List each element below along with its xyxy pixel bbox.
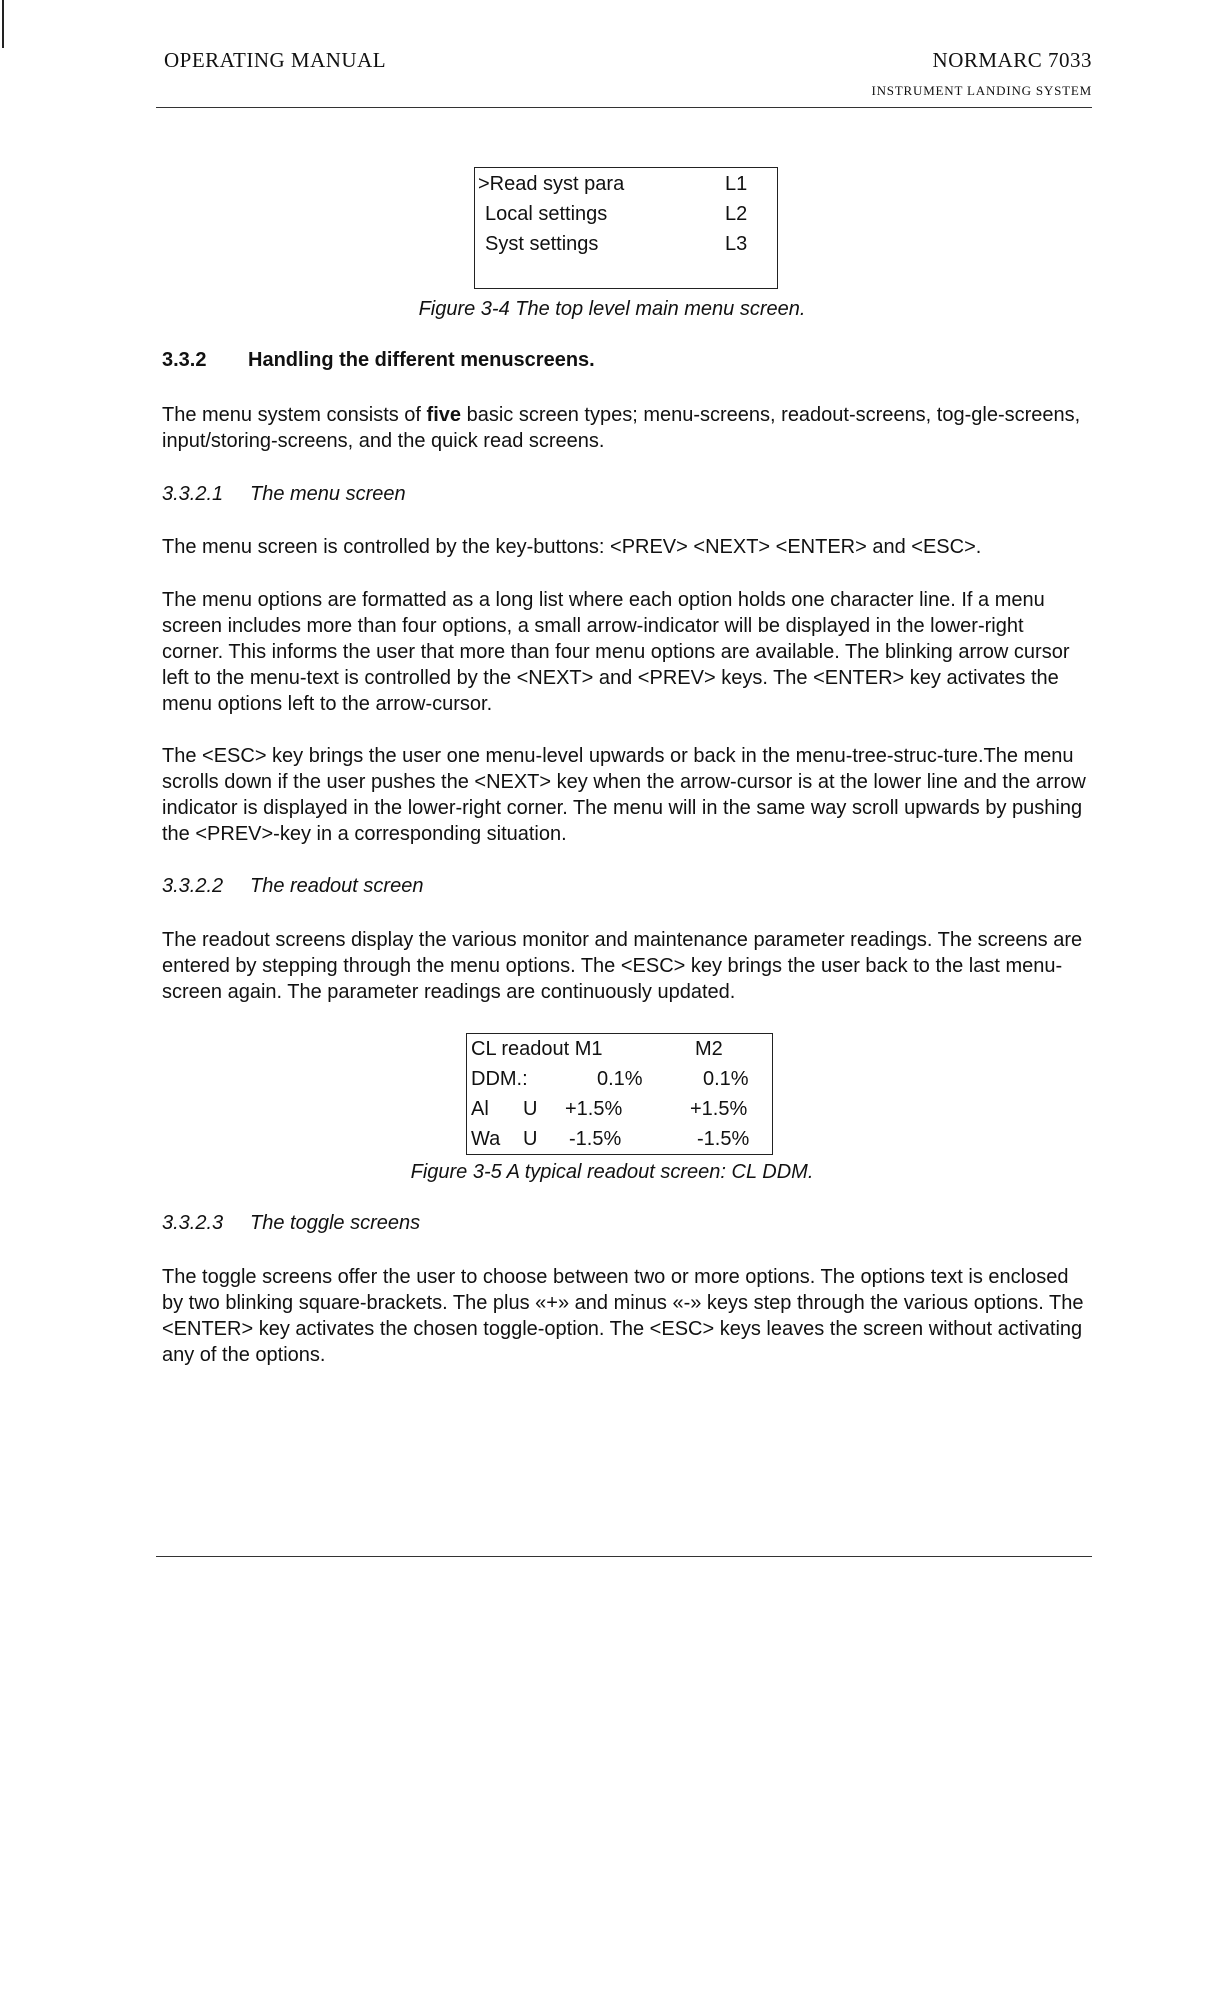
menu-row [475, 199, 777, 229]
section-heading [162, 349, 595, 372]
readout-m2: -1.5% [697, 1128, 750, 1150]
figure-3-5-readout-screen [466, 1033, 773, 1155]
scan-edge-mark [2, 0, 4, 48]
paragraph-text: The menu screen is controlled by the key-buttons: <PREV> <NEXT> <ENTER> and <ESC>. [162, 536, 982, 558]
readout-m2: 0.1% [703, 1068, 749, 1090]
header-manual-title: OPERATING MANUAL [164, 48, 387, 72]
paragraph [162, 587, 1087, 717]
subsection-heading-toggle-screens [162, 1212, 420, 1235]
menu-row [475, 229, 777, 259]
paragraph-text: The menu options are formatted as a long list where each option holds one character line. If a menu screen includes more than four options, a small arrow-indicator will be displayed in the lower-right corner. This informs the user that more than four menu options are available. The blinking arrow cursor left to the menu-text is controlled by the <NEXT> and <PREV> keys. The <ENTER> key activates the menu options left to the arrow-cursor. [162, 589, 1070, 715]
readout-m2: +1.5% [690, 1098, 748, 1120]
paragraph-text: The readout screens display the various monitor and maintenance parameter readings. The screens are entered by stepping through the menu options. The <ESC> key brings the user back to the last menu-screen again. The parameter readings are continuously updated. [162, 929, 1083, 1003]
subsection-title: The menu screen [250, 483, 406, 505]
readout-header-row [467, 1034, 772, 1064]
readout-row [467, 1124, 772, 1154]
readout-flag: U [523, 1128, 538, 1150]
paragraph [162, 1264, 1087, 1368]
intro-text-after: basic screen types; menu-screens, readout-screens, tog-gle-screens, input/storing-screens, and the quick read screens. [162, 404, 1081, 452]
subsection-title: The toggle screens [250, 1212, 421, 1234]
readout-label: Al [471, 1098, 489, 1120]
paragraph-text: The <ESC> key brings the user one menu-level upwards or back in the menu-tree-struc-ture.The menu scrolls down if the user pushes the <NEXT> key when the arrow-cursor is at the lower line and the arrow indicator is displayed in the lower-right corner. The menu will in the same way scroll upwards by pushing the <PREV>-key in a corresponding situation. [162, 745, 1086, 845]
intro-bold: five [426, 404, 462, 426]
subsection-title: The readout screen [250, 875, 424, 897]
menu-option-code: L3 [725, 233, 748, 255]
subsection-heading-readout-screen [162, 875, 423, 898]
figure-3-5-caption: Figure 3-5 A typical readout screen: CL DDM. [410, 1161, 814, 1183]
header-product-subtitle: INSTRUMENT LANDING SYSTEM [871, 83, 1092, 98]
paragraph [162, 743, 1087, 847]
menu-option: Local settings [485, 203, 608, 225]
subsection-number: 3.3.2.3 [162, 1212, 224, 1234]
menu-option: Syst settings [485, 233, 599, 255]
figure-3-4-caption: Figure 3-4 The top level main menu screen. [418, 298, 806, 320]
figure-3-4-menu-screen [474, 167, 778, 289]
readout-m1: 0.1% [597, 1068, 643, 1090]
subsection-number: 3.3.2.1 [162, 483, 224, 505]
footer-divider [156, 1556, 1092, 1557]
intro-paragraph [162, 402, 1087, 454]
readout-m1: -1.5% [569, 1128, 622, 1150]
menu-option: >Read syst para [478, 173, 625, 195]
intro-text-before: The menu system consists of [162, 404, 427, 426]
header-divider [156, 107, 1092, 108]
section-number: 3.3.2 [162, 349, 207, 371]
readout-row [467, 1064, 772, 1094]
menu-option-code: L2 [725, 203, 748, 225]
readout-m1: +1.5% [565, 1098, 623, 1120]
readout-label: Wa [471, 1128, 501, 1150]
paragraph [162, 534, 1087, 560]
readout-header-m2: M2 [695, 1038, 723, 1060]
readout-row [467, 1094, 772, 1124]
header-product-title: NORMARC 7033 [932, 48, 1092, 72]
readout-flag: U [523, 1098, 538, 1120]
paragraph-text: The toggle screens offer the user to choose between two or more options. The options text is enclosed by two blinking square-brackets. The plus «+» and minus «-» keys step through the various options. The <ENTER> key activates the chosen toggle-option. The <ESC> keys leaves the screen without activating any of the options. [162, 1266, 1084, 1366]
section-title: Handling the different menuscreens. [248, 349, 595, 371]
header-product [871, 48, 1092, 99]
menu-row [475, 169, 777, 199]
readout-label: DDM.: [471, 1068, 528, 1090]
subsection-number: 3.3.2.2 [162, 875, 224, 897]
readout-header-label: CL readout M1 [471, 1038, 603, 1060]
subsection-heading-menu-screen [162, 483, 406, 506]
menu-option-code: L1 [725, 173, 748, 195]
paragraph [162, 927, 1087, 1005]
